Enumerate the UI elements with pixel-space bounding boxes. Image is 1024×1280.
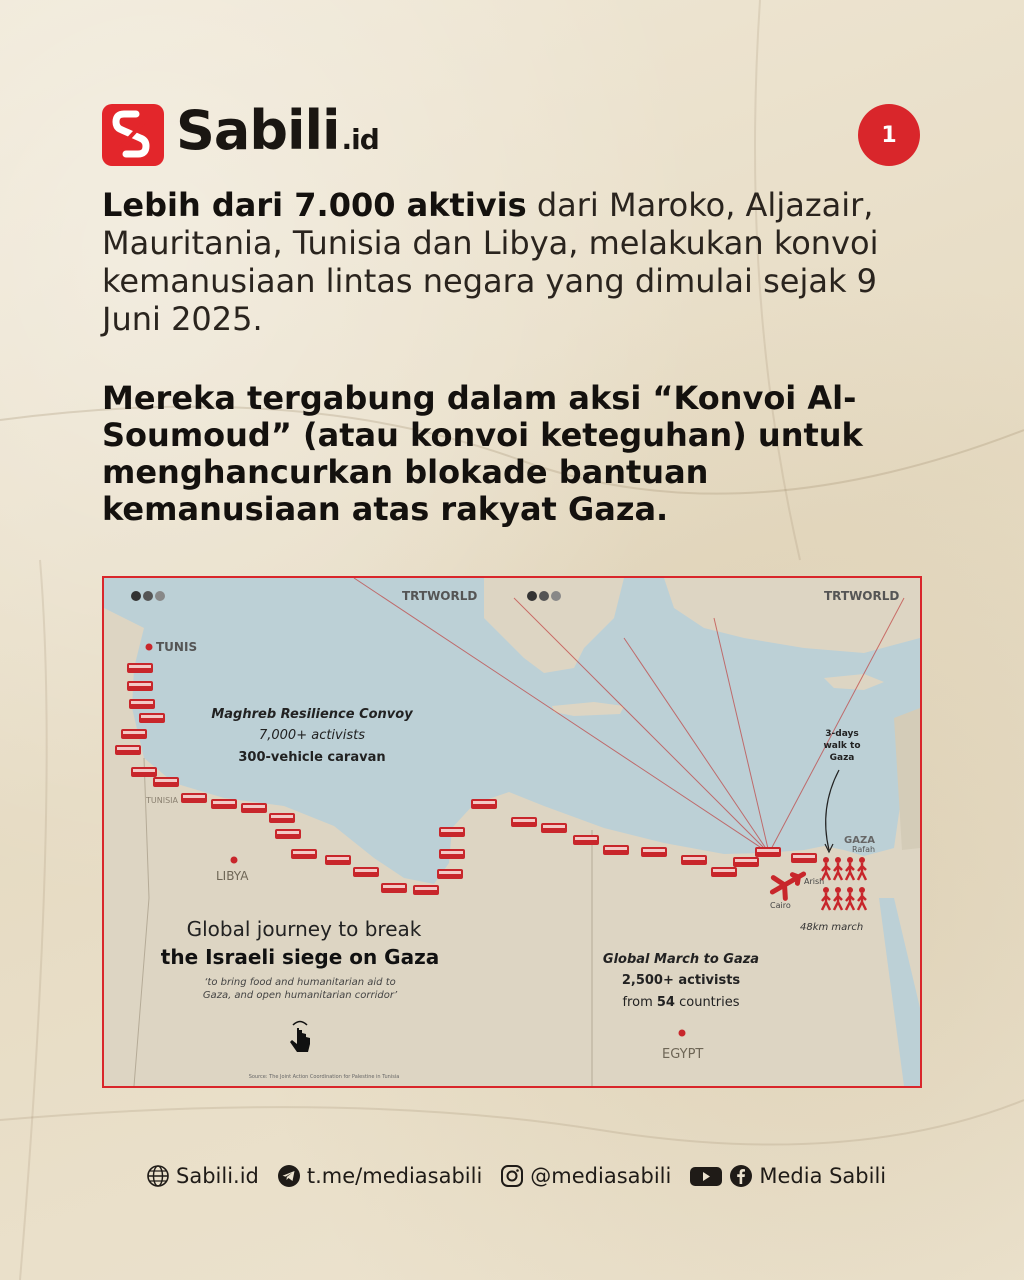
walk-line1: 3-days xyxy=(825,729,859,739)
convoy-vehicle-window xyxy=(123,731,145,734)
label-tunis: TUNIS xyxy=(156,640,198,654)
convoy-vehicle-window xyxy=(131,701,153,704)
convoy-paragraph: Mereka tergabung dalam aksi “Konvoi Al-Soumoud” (atau konvoi keteguhan) untuk menghancurkan blokade bantuan kemanusiaan atas rakyat Gaza. xyxy=(102,379,863,528)
convoy-vehicle-window xyxy=(683,857,705,860)
map-quote-1: ‘to bring food and humanitarian aid to xyxy=(204,977,396,988)
convoy-vehicle-window xyxy=(327,857,349,860)
trtworld-left: TRTWORLD xyxy=(402,589,478,603)
intro-rest: dari Maroko, Aljazair, Mauritania, Tunisia dan Libya, melakukan konvoi kemanusiaan lintas negara yang dimulai sejak 9 Juni 2025. xyxy=(102,186,879,338)
countries-suffix: countries xyxy=(674,995,740,1010)
convoy-vehicle-window xyxy=(441,851,463,854)
map-quote-2: Gaza, and open humanitarian corridor’ xyxy=(202,990,398,1001)
marcher-head xyxy=(847,887,853,893)
convoy-vehicle-window xyxy=(129,665,151,668)
convoy-vehicle-window xyxy=(129,683,151,686)
footer-instagram[interactable] xyxy=(500,1164,671,1188)
map-headline-2: the Israeli siege on Gaza xyxy=(160,945,440,969)
footer-bar xyxy=(146,1160,904,1192)
global-march-title: Global March to Gaza xyxy=(602,952,760,967)
walk-line2: walk to xyxy=(823,741,861,751)
convoy-vehicle-window xyxy=(757,849,779,852)
libya-marker xyxy=(231,857,238,864)
convoy-vehicle-window xyxy=(293,851,315,854)
marcher-head xyxy=(859,887,865,893)
convoy-vehicle-window xyxy=(277,831,299,834)
brand-tld: .id xyxy=(341,122,379,156)
convoy-vehicle-window xyxy=(441,829,463,832)
footer-instagram-text: @mediasabili xyxy=(530,1164,672,1188)
footer-website[interactable] xyxy=(146,1164,259,1188)
convoy-map xyxy=(102,576,922,1088)
convoy-vehicle-window xyxy=(133,769,155,772)
intro-bold: Lebih dari 7.000 aktivis xyxy=(102,186,527,224)
walk-line3: Gaza xyxy=(829,753,855,763)
countries-prefix: from xyxy=(622,995,657,1010)
telegram-icon xyxy=(277,1164,301,1188)
convoy-vehicle-window xyxy=(155,779,177,782)
convoy-vehicle-window xyxy=(543,825,565,828)
convoy-vehicle-window xyxy=(415,887,437,890)
convoy-vehicle-window xyxy=(117,747,139,750)
marcher-head xyxy=(835,857,841,863)
convoy-vehicle-window xyxy=(605,847,627,850)
footer-media-text: Media Sabili xyxy=(759,1164,887,1188)
youtube-icon xyxy=(689,1164,723,1188)
label-arish: Arish xyxy=(804,877,825,886)
convoy-vehicle-window xyxy=(513,819,535,822)
marcher-head xyxy=(847,857,853,863)
intro-paragraph xyxy=(102,186,932,338)
marcher-head xyxy=(823,887,829,893)
convoy-vehicle-window xyxy=(735,859,757,862)
convoy-vehicle-window xyxy=(243,805,265,808)
marcher-head xyxy=(835,887,841,893)
convoy-vehicles-label: 300-vehicle caravan xyxy=(238,750,386,765)
countries-num: 54 xyxy=(656,995,675,1010)
footer-media[interactable] xyxy=(689,1164,886,1188)
page-number-badge: 1 xyxy=(858,104,920,166)
global-march-activists: 2,500+ activists xyxy=(621,973,741,988)
map-source: Source: The Joint Action Coordination for Palestine in Tunisia xyxy=(248,1074,400,1080)
trtworld-right: TRTWORLD xyxy=(824,589,900,603)
convoy-activists: 7,000+ activists xyxy=(258,728,366,743)
egypt-marker xyxy=(679,1030,686,1037)
globe-icon xyxy=(146,1164,170,1188)
convoy-vehicle-window xyxy=(271,815,293,818)
facebook-icon xyxy=(729,1164,753,1188)
label-egypt: EGYPT xyxy=(662,1047,704,1062)
convoy-vehicle-window xyxy=(713,869,735,872)
marcher-head xyxy=(823,857,829,863)
marcher-head xyxy=(859,857,865,863)
convoy-vehicle-window xyxy=(141,715,163,718)
instagram-icon xyxy=(500,1164,524,1188)
convoy-vehicle-window xyxy=(439,871,461,874)
convoy-vehicle-window xyxy=(575,837,597,840)
footer-website-text: Sabili.id xyxy=(176,1164,259,1188)
convoy-vehicle-window xyxy=(213,801,235,804)
brand-logo xyxy=(102,98,379,166)
label-libya: LIBYA xyxy=(216,869,249,883)
label-gaza: GAZA xyxy=(844,835,875,846)
convoy-vehicle-window xyxy=(383,885,405,888)
convoy-vehicle-window xyxy=(183,795,205,798)
map-headline-1: Global journey to break xyxy=(186,917,422,941)
convoy-vehicle-window xyxy=(355,869,377,872)
label-cairo: Cairo xyxy=(770,901,791,910)
footer-telegram-text: t.me/mediasabili xyxy=(306,1164,483,1188)
label-rafah: Rafah xyxy=(852,845,876,854)
convoy-vehicle-window xyxy=(473,801,495,804)
global-march-countries xyxy=(622,995,739,1010)
convoy-title: Maghreb Resilience Convoy xyxy=(211,707,413,722)
footer-telegram[interactable] xyxy=(277,1164,482,1188)
convoy-vehicle-window xyxy=(793,855,815,858)
tunis-marker xyxy=(146,644,153,651)
brand-name: Sabili xyxy=(176,98,340,162)
march-distance: 48km march xyxy=(800,922,864,933)
convoy-vehicle-window xyxy=(643,849,665,852)
label-tunisia: TUNISIA xyxy=(146,796,178,805)
sabili-logo-icon xyxy=(102,104,164,166)
